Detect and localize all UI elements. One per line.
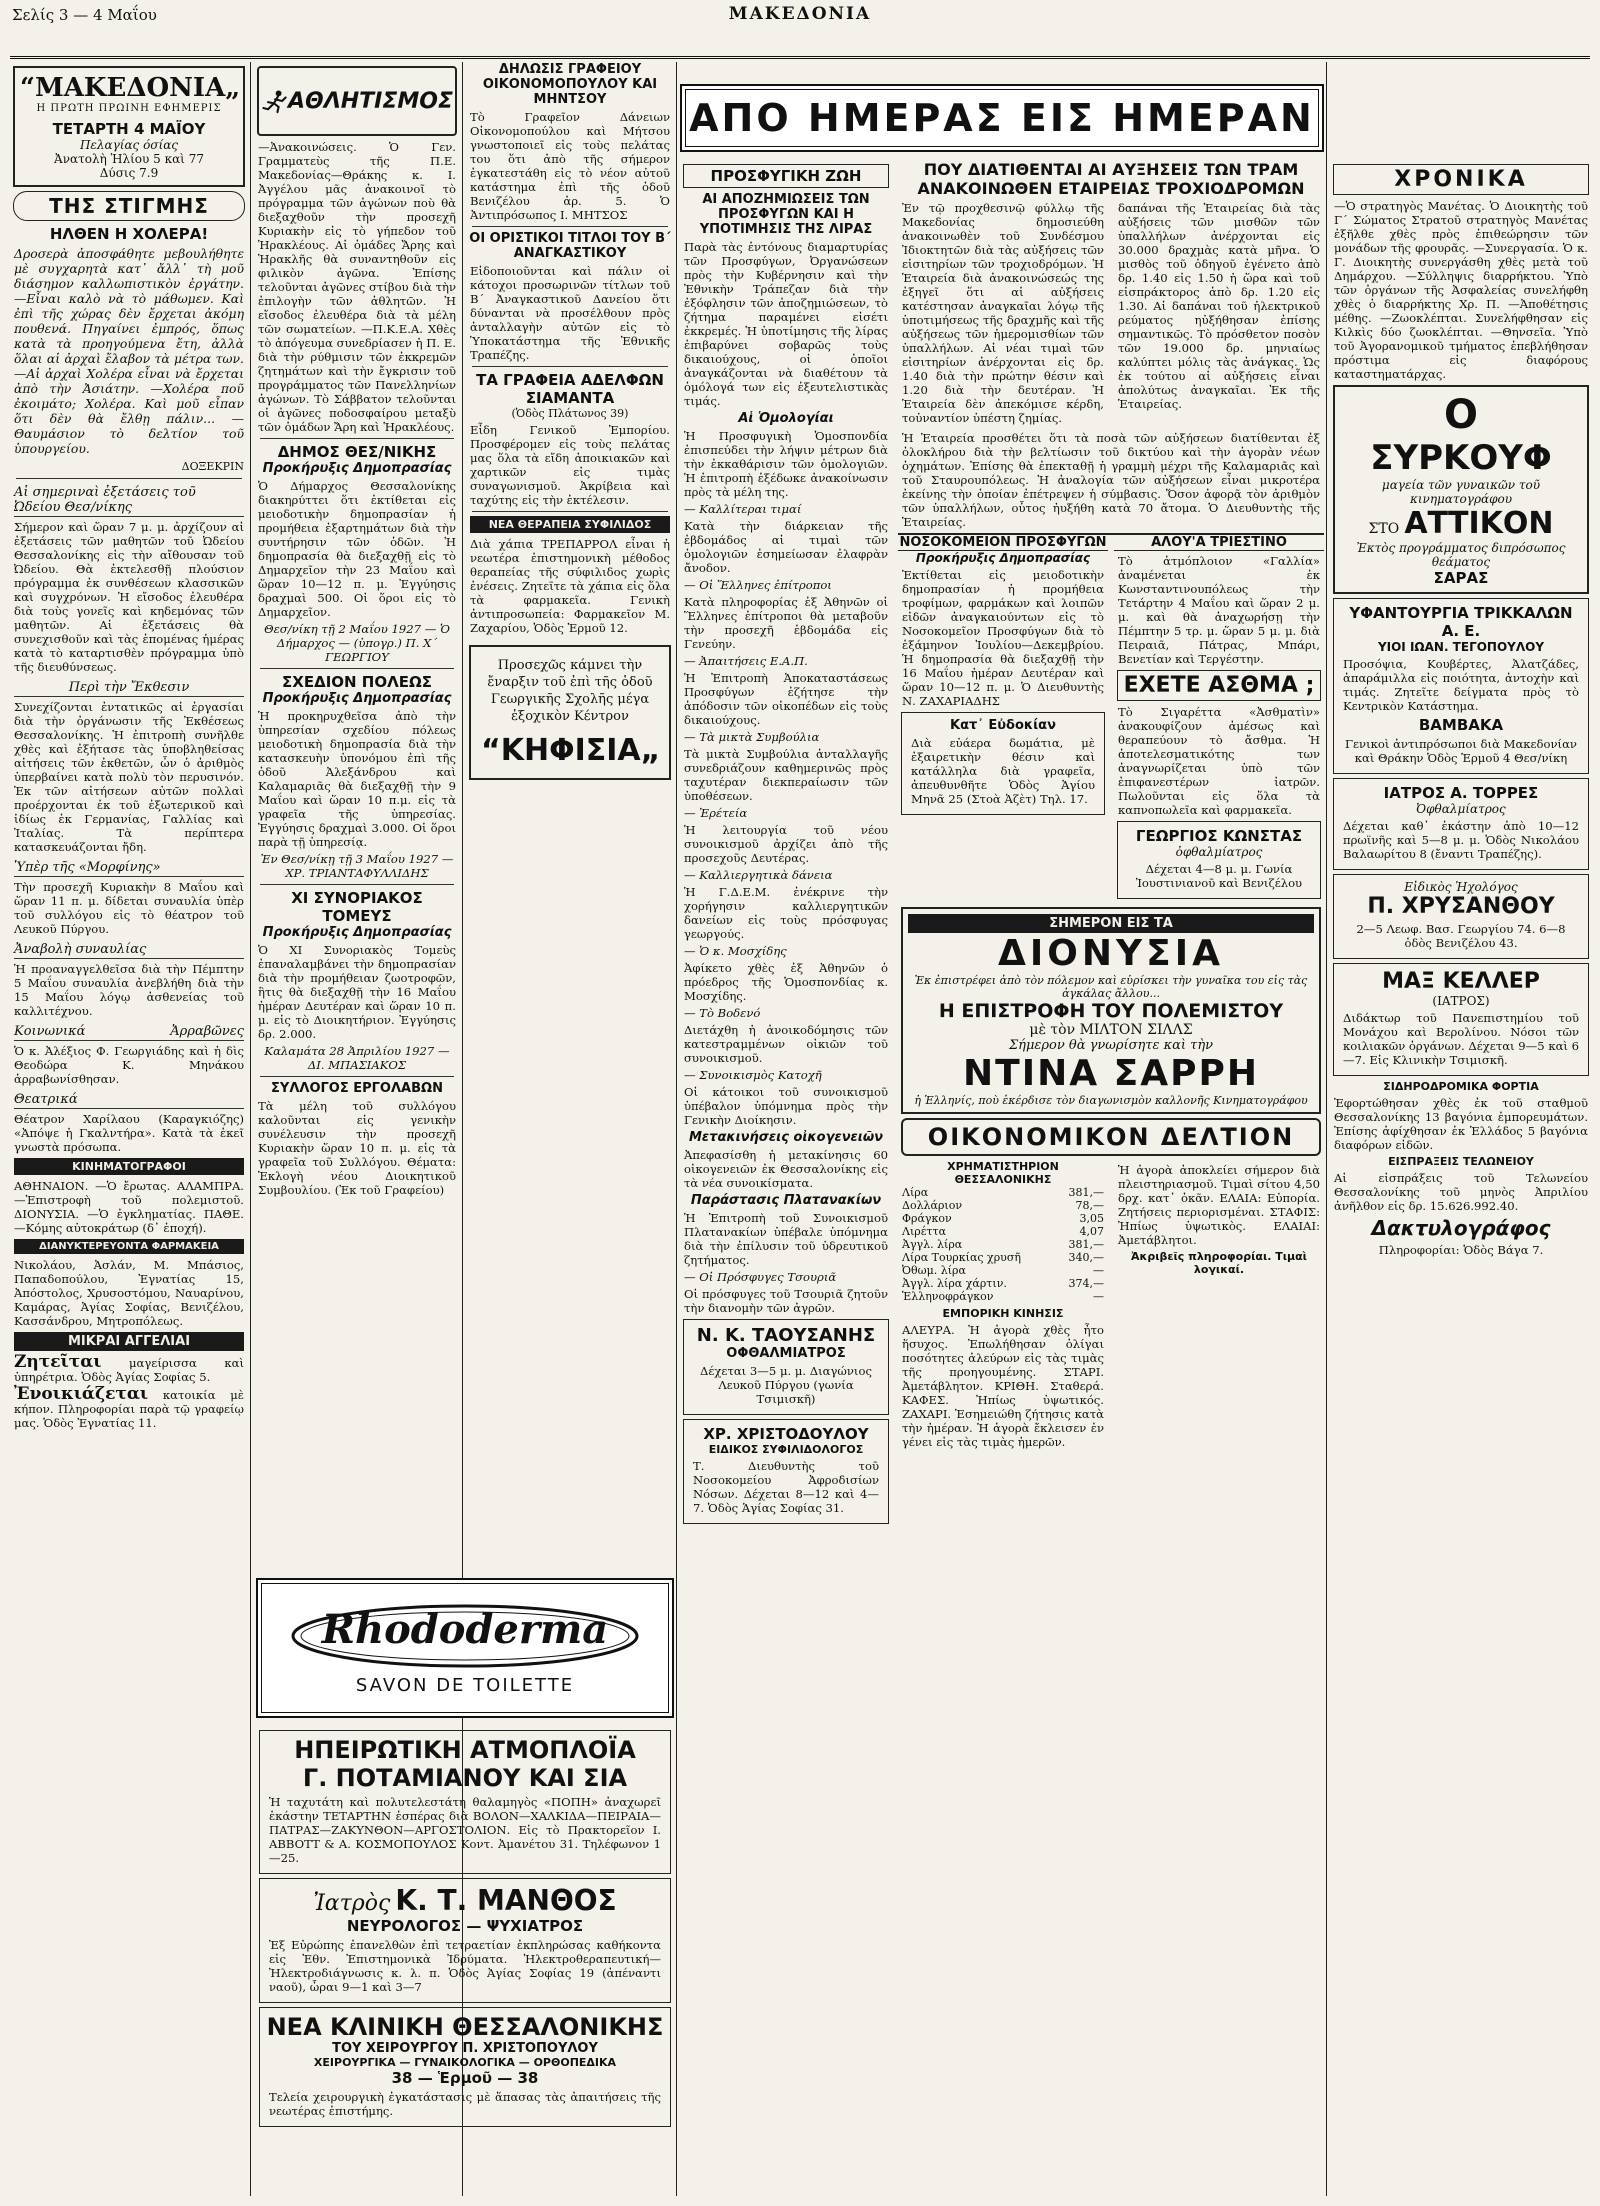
meeting-text: Ἡ προαναγγελθεῖσα διὰ τὴν Πέμπτην 5 Μαΐου συναυλία ἀνεβλήθη διὰ τὴν 15 Μαΐου λόγῳ ἀσθενείας τοῦ καλλιτέχνου. bbox=[14, 962, 244, 1018]
tram-text-b2: Ἡ Ἑταιρεία προσθέτει ὅτι τὰ ποσὰ τῶν αὐξήσεων διατίθενται ἐξ ὁλοκλήρου διὰ τὴν βελτίωσιν τοῦ δικτύου καὶ τὴν ἀγορὰν νέων ὀχημάτων. Ἐπίσης θὰ ἐπεκταθῇ ἡ γραμμὴ μέχρι τῆς Καλαμαριᾶς καὶ τοῦ Σταυρουπόλεως. Ἡ ἀναλογία τῶν αὐξήσεων εἶναι μικροτέρα ἐκείνης τὴν ὁποίαν ἐπέτρεψεν ἡ σύμβασις. Ὅσον ἀφορᾷ τὸν ἀριθμὸν τῶν ὑπαλλήλων, οὗτος ἠυξήθη κατὰ 70 ἄτομα. Ὁ Διευθυντὴς τῆς Ἑταιρείας. bbox=[902, 431, 1320, 529]
kata-box bbox=[901, 712, 1105, 815]
stigmis-subtitle: ΗΛΘΕΝ Η ΧΟΛΕΡΑ! bbox=[49, 225, 209, 243]
xrimat-row bbox=[902, 1290, 1104, 1303]
konstas-spec: ὀφθαλμίατρος bbox=[1175, 845, 1263, 859]
prosfyg-heading: ΠΡΟΣΦΥΓΙΚΗ ΖΩΗ bbox=[710, 167, 862, 185]
box-subtitle: Η ΠΡΩΤΗ ΠΡΩΙΝΗ ΕΦΗΜΕΡΙΣ bbox=[36, 103, 222, 114]
column-1 bbox=[10, 62, 248, 2196]
kifisia-name: “ΚΗΦΙΣΙΑ„ bbox=[481, 733, 661, 768]
aloua-heading: ΑΛΟΥ'Α ΤΡΙΕΣΤΙΝΟ bbox=[1114, 535, 1324, 551]
xrimat-value: 4,07 bbox=[1079, 1225, 1104, 1238]
tram-text-a: Ἐν τῷ προχθεσινῷ φύλλῳ τῆς Μακεδονίας δημοσιεύθη ἀνακοινωθὲν τοῦ Συνδέσμου Ἰδιοκτητῶν διὰ τὰς αὐξήσεις τῶν εἰσιτηρίων τῶν τροχιοδρόμων. Ἡ Ἑταιρεία διὰ ἀνακοινώσεώς της ἐξηγεῖ ὅτι αἱ αὐξήσεις κατέστησαν ἀναγκαῖαι λόγῳ τῆς ὑποτιμήσεως τῆς δραχμῆς καὶ τῆς αὐξήσεως τῶν ἡμερομισθίων τῶν ὑπαλλήλων. Αἱ νέαι τιμαὶ τῶν εἰσιτηρίων ἀνέρχονται εἰς δρ. 1.40 διὰ τὴν πρώτην θέσιν καὶ 1.20 διὰ τὴν δευτέραν. Ἡ Ἑταιρεία δὲν ἀπεκόμισε κέρδη, τοὐναντίον ὑπέστη ζημίας. bbox=[902, 201, 1104, 425]
asthma-box bbox=[1117, 670, 1321, 701]
box-saint: Πελαγίας όσίας bbox=[79, 138, 179, 152]
xrimat-value: 78,— bbox=[1075, 1199, 1104, 1212]
xrysanthou-ad bbox=[1333, 874, 1589, 959]
pharmacy-heading: ΔΙΑΝΥΚΤΕΡΕΥΟΝΤΑ ΦΑΡΜΑΚΕΙΑ bbox=[14, 1239, 244, 1254]
konstas-text: Δέχεται 4—8 μ. μ. Γωνία Ἰουστινιανοῦ καὶ Βενιζέλου bbox=[1135, 862, 1303, 890]
paper-name: ΜΑΚΕΔΟΝΙΑ bbox=[728, 4, 872, 24]
yfantourgia-agent: Γενικοὶ ἀντιπρόσωποι διὰ Μακεδονίαν καὶ Θράκην Ὁδὸς Ἑρμοῦ 4 Θεσ/νίκη bbox=[1345, 737, 1577, 765]
tram-heading: ΠΟΥ ΔΙΑΤΙΘΕΝΤΑΙ ΑΙ ΑΥΞΗΣΕΙΣ ΤΩΝ ΤΡΑΜ bbox=[923, 160, 1299, 179]
exhibition-heading: Περὶ τὴν Ἔκθεσιν bbox=[14, 680, 244, 697]
social-heading-row bbox=[14, 1024, 244, 1041]
xristodoulou-name: ΧΡ. ΧΡΙΣΤΟΔΟΥΛΟΥ bbox=[703, 1425, 869, 1443]
xrimat-label: Λίρα bbox=[902, 1186, 929, 1199]
grafeia-text: Εἶδη Γενικοῦ Ἐμπορίου. Προσφέρομεν εἰς τοὺς πελάτας μας ὅλα τὰ εἴδη ἀποικιακῶν καὶ χαρτικῶν εἰς τιμὰς συναγωνισμοῦ. Ἀκρίβεια καὶ ταχύτης εἰς τὴν ἐκτέλεσιν. bbox=[470, 423, 670, 507]
xronika-text: —Ὁ στρατηγὸς Μανέτας. Ὁ Διοικητὴς τοῦ Γ΄ Σώματος Στρατοῦ στρατηγὸς Μανέτας ἐξῆλθε χθὲς πρὸς ἐπιθεώρησιν τῶν μονάδων τῆς φρουρᾶς. —Συνεργασία. Ὁ κ. Γ. Διοικητὴς συνεργάσθη χθὲς μετὰ τοῦ Δημάρχου. —Σύλληψις διαρρήκτου. Ὑπὸ τῶν ὀργάνων τῆς Ἀσφαλείας συνελήφθη χθὲς ὁ διαρρήκτης Χρ. Π. —Ἀποθέτησις μέθης. —Ζωοκλέπται. Συνελήφθησαν εἰς Κιλκὶς δύο ζωοκλέπται. —Θηνσεῖα. Ὑπὸ τοῦ Ἀγορανομικοῦ τμήματος ἐπεβλήθησαν πρόστιμα εἰς διαφόρους καταστηματάρχας. bbox=[1334, 199, 1588, 381]
dionysia-line3: ἡ Ἑλληνίς, ποὺ ἐκέρδισε τὸν διαγωνισμὸν καλλονῆς Κινηματογράφου bbox=[914, 1094, 1308, 1107]
synoikismos-text: Οἱ κάτοικοι τοῦ συνοικισμοῦ ὑπέβαλον ὑπόμνημα πρὸς τὴν Γενικὴν Διοίκησιν. bbox=[684, 1085, 888, 1127]
ipeirotiki-sub: Γ. ΠΟΤΑΜΙΑΝΟΥ ΚΑΙ ΣΙΑ bbox=[302, 1764, 628, 1792]
ergolavon-text: Τὰ μέλη τοῦ συλλόγου καλοῦνται εἰς γενικὴν συνέλευσιν τὴν προσεχῆ Κυριακὴν ὥραν 10 π. μ. εἰς τὰ γραφεῖα τοῦ Συλλόγου. Θέματα: Ἐκλογὴ νέου Διοικητικοῦ Συμβουλίου. (Ἐκ τοῦ Γραφείου) bbox=[258, 1099, 456, 1197]
tsouria-text: Οἱ πρόσφυγες τοῦ Τσουριᾶ ζητοῦν τὴν διανομὴν τῶν ἀγρῶν. bbox=[684, 1287, 888, 1315]
manthos-spec: ΝΕΥΡΟΛΟΓΟΣ — ΨΥΧΙΑΤΡΟΣ bbox=[346, 1917, 584, 1935]
box-title: “ΜΑΚΕΔΟΝΙΑ„ bbox=[20, 73, 241, 103]
kallitera-heading: — Καλλίτεραι τιμαί bbox=[684, 502, 802, 516]
stigmis-title-box bbox=[13, 191, 245, 221]
torres-spec: Ὀφθαλμίατρος bbox=[1416, 802, 1506, 816]
keller-sub: (ΙΑΤΡΟΣ) bbox=[1432, 994, 1490, 1008]
xrimat-label: Ὀθωμ. λίρα bbox=[902, 1264, 966, 1277]
dionysia-line1: Ἐκ ἐπιστρέφει ἀπὸ τὸν πόλεμον καὶ εὑρίσκει τὴν γυναῖκα του εἰς τὰς ἀγκάλας ἄλλου... bbox=[914, 974, 1308, 1000]
column-7 bbox=[1330, 160, 1592, 2196]
klinki-heading: ΝΕΑ ΚΛΙΝΙΚΗ ΘΕΣΣΑΛΟΝΙΚΗΣ bbox=[266, 2013, 664, 2041]
manthos-title-row bbox=[265, 1884, 665, 1917]
athlitismos-banner bbox=[257, 66, 457, 136]
xrimat-row bbox=[902, 1225, 1104, 1238]
economic-banner bbox=[901, 1118, 1321, 1156]
torres-text: Δέχεται καθ᾽ ἑκάστην ἀπὸ 10—12 πρωϊνῆς καὶ 5—8 μ. μ. Ὁδὸς Νικολάου Βαλαωρίτου 8 (ἔναντι Τραπέζης). bbox=[1343, 819, 1579, 861]
platanakia-text: Ἡ Ἐπιτροπὴ τοῦ Συνοικισμοῦ Πλατανακίων ὑπέβαλε ὑπόμνημα διὰ τὴν ἐπίλυσιν τοῦ ὑδρευτικοῦ ζητήματος. bbox=[684, 1211, 888, 1267]
rhododerma-sub: SAVON DE TOILETTE bbox=[355, 1674, 575, 1696]
classified-2-text: κατοικία μὲ κήπον. Πληροφορίαι παρὰ τῷ γραφείῳ μας. Ὁδὸς Ἐγνατίας 11. bbox=[14, 1388, 244, 1430]
classified-1-word: Ζητεῖται bbox=[14, 1352, 102, 1372]
yfantourgia-text: Προσόψια, Κουβέρτες, Ἀλατζάδες, ἀπαράμιλλα εἰς ποιότητα, ἀντοχὴν καὶ τιμάς. Ζητεῖτε δείγματα πρὸς τὸ Κεντρικὸν Κατάστημα. bbox=[1343, 657, 1579, 713]
mid-ads-row bbox=[898, 533, 1324, 903]
athlitismos-title: ΑΘΛΗΤΙΣΜΟΣ bbox=[287, 88, 453, 114]
ergolavon-heading: ΣΥΛΛΟΓΟΣ ΕΡΓΟΛΑΒΩΝ bbox=[271, 1081, 443, 1096]
xrysanthou-name: Π. ΧΡΥΣΑΝΘΟΥ bbox=[1367, 894, 1555, 919]
vodeno-heading: — Τὸ Βοδενό bbox=[684, 1006, 761, 1020]
eretria-heading: — Ἐρέτεία bbox=[684, 806, 748, 820]
xrimat-row bbox=[902, 1212, 1104, 1225]
sidiro-text: Ἐφορτώθησαν χθὲς ἐκ τοῦ σταθμοῦ Θεσσαλονίκης 13 βαγόνια ἐμπορευμάτων. Ἐπίσης ἀφίχθησαν ἐκ Ἑλλάδος 5 βαγόνια διαφόρων εἰδῶν. bbox=[1334, 1096, 1588, 1152]
taousanis-spec: ΟΦΘΑΛΜΙΑΤΡΟΣ bbox=[726, 1346, 846, 1361]
dionysia-heading: ΣΗΜΕΡΟΝ ΕΙΣ ΤΑ bbox=[908, 914, 1314, 933]
keller-ad bbox=[1333, 963, 1589, 1076]
emporio-text: ΑΛΕΥΡΑ. Ἡ ἀγορὰ χθὲς ἦτο ἥσυχος. Ἐπωλήθησαν ὀλίγαι ποσότητες ἀλεύρων εἰς τὰς τιμὰς τῆς προηγουμένης. ΣΤΑΡΙ. Ἀμετάβλητον. ΚΡΙΘΗ. Σταθερά. ΚΑΦΕΣ. Ἠπίως ὑψωτικός. ΖΑΧΑΡΙ. Ἐσημειώθη ζήτησις κατὰ τὴν ἡμέραν. Ἡ ἀγορὰ ἔκλεισεν ἐν γένει εἰς τὰς τιμὰς ἡμερῶν. bbox=[902, 1323, 1104, 1449]
column-rule bbox=[676, 62, 677, 2196]
social-text: Ὁ κ. Ἀλέξιος Φ. Γεωργιάδης καὶ ἡ δὶς Θεοδώρα Κ. Μηνάκου ἀρραβωνίσθησαν. bbox=[14, 1044, 244, 1086]
asthma-text: Τὸ Σιγαρέττα «Ἀσθματὶν» ἀνακουφίζουν ἀμέσως καὶ θεραπεύουν τὸ ἄσθμα. Ἡ ἀποτελεσματικότης των ἀναγνωρίζεται ὑπὸ τῶν ἐπιφανεστέρων ἰατρῶν. Πωλοῦνται εἰς ὅλα τὰ καπνοπωλεῖα καὶ φαρμακεῖα. bbox=[1118, 705, 1320, 817]
dionysia-actress: ΝΤΙΝΑ ΣΑΡΡΗ bbox=[963, 1053, 1259, 1094]
sxedion-sub: Προκήρυξις Δημοπρασίας bbox=[262, 691, 452, 706]
synoriakos-sub: Προκήρυξις Δημοπρασίας bbox=[262, 925, 452, 940]
nosok-sub: Προκήρυξις Δημοπρασίας bbox=[915, 551, 1091, 565]
keller-name: ΜΑΞ ΚΕΛΛΕΡ bbox=[1382, 969, 1540, 994]
kifisia-box bbox=[469, 645, 671, 780]
daktylo-heading: Δακτυλογράφος bbox=[1371, 1216, 1551, 1240]
xrimat-row bbox=[902, 1186, 1104, 1199]
xrimat-value: 374,— bbox=[1068, 1277, 1104, 1290]
metakiniseis-heading: Μετακινήσεις οἰκογενειῶν bbox=[688, 1130, 884, 1145]
agora-text: Ἡ ἀγορὰ ἀποκλείει σήμερον διὰ πλειστηριασμοῦ. Τιμαὶ σίτου 4,50 δρχ. κατ᾽ ὀκᾶν. ΕΛΑΙΑ: Εὐπορία. Ζητήσεις περιορισμέναι. ΣΤΑΦΙΣ: Ἠπίως ὑψωτικὸς. ΕΛΑΙΑΙ: Ἀμετάβλητοι. bbox=[1118, 1163, 1320, 1247]
mid-left-ads bbox=[898, 535, 1108, 903]
yfantourgia-ad bbox=[1333, 598, 1589, 774]
pharmacy-text: Νικολάου, Ἀσλάν, Μ. Μπάσιος, Παπαδοπούλου, Ἐγνατίας 15, Ἀπόστολος, Χρυσοστόμου, Ναυαρίνου, Καμάρας, Ἀγίας Σοφίας, Βενιζέλου, Κασσάνδρου, Μητροπόλεως. bbox=[14, 1258, 244, 1328]
metakiniseis-text: Ἀπεφασίσθη ἡ μετακίνησις 60 οἰκογενειῶν ἐκ Θεσσαλονίκης εἰς τὰ νέα συνοικίσματα. bbox=[684, 1148, 888, 1190]
xrimat-value: — bbox=[1093, 1264, 1104, 1277]
eap-heading: — Ἀπαιτήσεις Ε.Α.Π. bbox=[684, 654, 808, 668]
xristodoulou-spec: ΕΙΔΙΚΟΣ ΣΥΦΙΛΙΔΟΛΟΓΟΣ bbox=[708, 1443, 864, 1456]
exhibition-text: Συνεχίζονται ἐντατικῶς αἱ ἐργασίαι διὰ τὴν ὀργάνωσιν τῆς Ἐκθέσεως Θεσσαλονίκης. Ἡ ἐπιτροπὴ συνῆλθε χθὲς καὶ ἐξήτασε τὰς ὑποβληθείσας αἰτήσεις τῶν ἐκθετῶν, ὧν ὁ ἀριθμὸς ὑπερβαίνει κατὰ πολὺ τὸν περυσινόν. Ἐκ τῶν αἰτήσεων αὐτῶν πολλαὶ προέρχονται ἐκ τοῦ ἐξωτερικοῦ καὶ ἰδίως ἐκ Γερμανίας, Γαλλίας καὶ Ἰταλίας. Τὰ περίπτερα κατασκευάζονται ἤδη. bbox=[14, 700, 244, 854]
yfantourgia-sub: ΥΙΟΙ ΙΩΑΝ. ΤΕΓΟΠΟΥΛΟΥ bbox=[1377, 640, 1545, 654]
taousanis-ad bbox=[683, 1319, 889, 1415]
asthma-heading: ΕΧΕΤΕ ΑΣΘΜΑ ; bbox=[1123, 673, 1315, 698]
syrkouf-line2: ΣΤΟ bbox=[1368, 521, 1400, 537]
syrkouf-line1: μαγεία τῶν γυναικῶν τοῦ κινηματογράφου bbox=[1381, 478, 1541, 506]
masthead bbox=[10, 4, 1590, 59]
meeting-heading: Ἀναβολὴ συναυλίας bbox=[14, 942, 244, 959]
keller-text: Διδάκτωρ τοῦ Πανεπιστημίου τοῦ Μονάχου καὶ Βερολίνου. Νόσοι τῶν κοιλιακῶν ὀργάνων. Δέχεται 9—5 καὶ 6—7. Εἰς Κλινικὴν Τσιμισκῆ. bbox=[1343, 1011, 1580, 1067]
prosfyg-sub: ΑΙ ΑΠΟΖΗΜΙΩΣΕΙΣ ΤΩΝ ΠΡΟΣΦΥΓΩΝ ΚΑΙ Η ΥΠΟΤΙΜΗΣΙΣ ΤΗΣ ΛΙΡΑΣ bbox=[699, 192, 873, 237]
tram-sub: ΑΝΑΚΟΙΝΩΘΕΝ ΕΤΑΙΡΕΙΑΣ ΤΡΟΧΙΟΔΡΟΜΩΝ bbox=[917, 179, 1305, 198]
vodeno-text: Διετάχθη ἡ ἀνοικοδόμησις τῶν κατεστραμμένων οἰκιῶν τοῦ συνοικισμοῦ. bbox=[684, 1023, 888, 1065]
tsouria-heading: — Οἱ Πρόσφυγες Τσουριᾶ bbox=[684, 1270, 837, 1284]
xrimat-table bbox=[898, 1186, 1108, 1303]
xrimat-label: Ἀγγλ. λίρα bbox=[902, 1238, 963, 1251]
sxedion-heading: ΣΧΕΔΙΟΝ ΠΟΛΕΩΣ bbox=[282, 673, 432, 691]
tram-text-b: δαπάναι τῆς Ἑταιρείας διὰ τὰς αὐξήσεις τῶν μισθῶν τῶν ὑπαλλήλων ἀνέρχονται εἰς 30.000 δραχμὰς κατὰ μῆνα. Ὁ μισθὸς τοῦ ὁδηγοῦ ἐγένετο ἀπὸ δρ. 1.40 εἰς 1.50 ἡ ὥρα καὶ τοῦ εἰσπράκτορος ἀπὸ δρ. 1.20 εἰς 1.30. Αἱ δαπάναι τοῦ ἠλεκτρικοῦ ρεύματος ηὐξήθησαν ἐπίσης σημαντικῶς. Τὸ πρόσθετον ποσὸν τῶν 19.000 δρ. μηνιαίως καλύπτει μόλις τὰς ἀνάγκας. Ὡς ἐκ τούτου αἱ αὐξήσεις εἶναι ἀπολύτως ἀναγκαῖαι. Ἐκ τῆς Ἑταιρείας. bbox=[1118, 201, 1320, 411]
xrimat-row bbox=[902, 1238, 1104, 1251]
synoriakos-sign: Καλαμάτα 28 Ἀπριλίου 1927 — ΔΙ. ΜΠΑΣΙΑΚΟΣ bbox=[264, 1044, 450, 1072]
grafeia-sub: (Ὁδὸς Πλάτωνος 39) bbox=[511, 407, 629, 420]
konstas-name: ΓΕΩΡΓΙΟΣ ΚΩΝΣΤΑΣ bbox=[1135, 827, 1303, 845]
telonia-heading: ΕΙΣΠΡΑΞΕΙΣ ΤΕΛΩΝΕΙΟΥ bbox=[1388, 1155, 1534, 1168]
manthos-ad bbox=[259, 1878, 671, 2003]
apo-imeras-banner bbox=[680, 84, 1324, 152]
omologia-text: Ἡ Προσφυγικὴ Ὁμοσπονδία ἐπισπεύδει τὴν λήψιν μέτρων διὰ τὴν ἐκκαθάρισιν τῶν ὁμολογιῶν. Ἡ ἐπιτροπὴ ἐξέδωκε ἀνακοίνωσιν πρὸς τὰ μέλη της. bbox=[684, 429, 888, 499]
kallitera-text: Κατὰ τὴν διάρκειαν τῆς ἑβδομάδος αἱ τιμαὶ τῶν ὁμολογιῶν ἐσημείωσαν ἐλαφρὰν ἄνοδον. bbox=[684, 519, 888, 575]
eretria-text: Ἡ λειτουργία τοῦ νέου συνοικισμοῦ ἀρχίζει ἀπὸ τῆς προσεχοῦς Δευτέρας. bbox=[684, 823, 888, 865]
dimos-text: Ὁ Δήμαρχος Θεσσαλονίκης διακηρύττει ὅτι ἐκτίθεται εἰς μειοδοτικὴν δημοπρασίαν ἡ προμήθεια ἐξαρτημάτων διὰ τὴν συντήρησιν τῶν ὁδῶν. Ἡ δημοπρασία θὰ διεξαχθῇ εἰς τὸ Δημαρχεῖον τὴν 23 Μαΐου καὶ ὥραν 10—12 π. μ. Ἐγγύησις δραχμαὶ 500. Οἱ ὅροι εἰς τὸ Δημαρχεῖον. bbox=[258, 479, 456, 619]
dionysia-ad bbox=[901, 907, 1321, 1114]
concerts-heading: Αἱ σημεριναὶ ἐξετάσεις τοῦ Ὠδείου Θεσ/νίκης bbox=[14, 485, 244, 517]
syrkouf-line3: Ἐκτὸς προγράμματος διπρόσωπος θεάματος bbox=[1356, 541, 1566, 569]
dilosis-text: Τὸ Γραφεῖον Δάνειων Οἰκονομοπούλου καὶ Μήτσου γνωστοποιεῖ εἰς τοὺς πελάτας του ὅτι ἀπὸ τῆς σήμερον ἐγκατεστάθη εἰς τὸ νέον αὐτοῦ κατάστημα ἐπὶ τῆς ὁδοῦ Βενιζέλου ἀρ. 5. Ὁ Ἀντιπρόσωπος Ι. ΜΗΤΣΟΣ bbox=[470, 110, 670, 222]
economic-body bbox=[898, 1160, 1324, 1452]
dionysia-film: Η ΕΠΙΣΤΡΟΦΗ ΤΟΥ ΠΟΛΕΜΙΣΤΟΥ bbox=[938, 1000, 1284, 1022]
kifisia-line: Προσεχῶς κάμνει τὴν ἔναρξιν τοῦ ἐπὶ τῆς ὁδοῦ Γεωργικῆς Σχολῆς μέγα ἐξοχικὸν Κέντρον bbox=[487, 658, 653, 724]
konstas-ad bbox=[1117, 821, 1321, 899]
klinki-sub: ΤΟΥ ΧΕΙΡΟΥΡΓΟΥ Π. ΧΡΙΣΤΟΠΟΥΛΟΥ bbox=[332, 2041, 598, 2056]
box-date: ΤΕΤΑΡΤΗ 4 ΜΑΪΟΥ bbox=[52, 120, 206, 138]
xrimat-label: Ἀγγλ. λίρα χάρτιν. bbox=[902, 1277, 1007, 1290]
ipeirotiki-ad bbox=[259, 1730, 671, 1874]
column-3 bbox=[466, 62, 674, 1576]
farmakeio-heading: ΝΕΑ ΘΕΡΑΠΕΙΑ ΣΥΦΙΛΙΔΟΣ bbox=[470, 516, 670, 533]
column-rule bbox=[250, 62, 251, 2196]
synoikismos-heading: — Συνοικισμὸς Κατοχῆ bbox=[684, 1068, 822, 1082]
social-heading: Κοινωνικά bbox=[14, 1024, 86, 1039]
yfantourgia-wool: ΒΑΜΒΑΚΑ bbox=[1418, 716, 1504, 734]
column-2 bbox=[254, 62, 460, 1816]
banner-title: ΑΠΟ ΗΜΕΡΑΣ ΕΙΣ ΗΜΕΡΑΝ bbox=[689, 96, 1315, 140]
xristodoulou-ad bbox=[683, 1419, 889, 1524]
mid-right-ads bbox=[1114, 535, 1324, 903]
emporio-heading: ΕΜΠΟΡΙΚΗ ΚΙΝΗΣΙΣ bbox=[942, 1307, 1064, 1320]
xrimat-row bbox=[902, 1277, 1104, 1290]
xrimat-label: Ἑλληνοφράγκον bbox=[902, 1290, 994, 1303]
syrkouf-venue: ΑΤΤΙΚΟΝ bbox=[1404, 506, 1554, 541]
omologia-heading: Αἱ Ὁμολογίαι bbox=[738, 411, 834, 426]
xrimat-heading: ΧΡΗΜΑΤΙΣΤΗΡΙΟΝ ΘΕΣΣΑΛΟΝΙΚΗΣ bbox=[947, 1160, 1059, 1186]
grafeia-heading: ΤΑ ΓΡΑΦΕΙΑ ΑΔΕΛΦΩΝ ΣΙΑΜΑΝΤΑ bbox=[476, 371, 664, 407]
ellines-text: Κατὰ πληροφορίας ἐξ Ἀθηνῶν οἱ Ἕλληνες ἐπίτροποι θὰ μεταβοῦν τὴν προσεχῆ ἑβδομάδα εἰς Γενεύην. bbox=[684, 595, 888, 651]
manthos-text: Ἐξ Εὐρώπης ἐπανελθὼν ἐπὶ τετραετίαν ἐκπληρώσας καθήκοντα εἰς Ἐθν. Ἐπιστημονικὰ Ἰδρύματα. Ἠλεκτροθεραπευτική—Ἠλεκτροδιάγνωσις κ. λ. π. Ὁδὸς Ἀγίας Σοφίας 19 (ἀπέναντι ναοῦ), ὧραι 9—1 καὶ 3—7 bbox=[269, 1938, 661, 1994]
xrimat-row bbox=[902, 1199, 1104, 1212]
kata-heading: Κατ᾽ Εὐδοκίαν bbox=[950, 718, 1056, 733]
oristikoi-heading: ΟΙ ΟΡΙΣΤΙΚΟΙ ΤΙΤΛΟΙ ΤΟΥ Β΄ ΑΝΑΓΚΑΣΤΙΚΟΥ bbox=[469, 231, 671, 261]
rhododerma-brand: Rhododerma bbox=[321, 1606, 609, 1653]
morfini-text: Τὴν προσεχῆ Κυριακὴν 8 Μαΐου καὶ ὥραν 11 π. μ. δίδεται συναυλία ὑπὲρ τοῦ συλλόγου εἰς τὸ θέατρον τοῦ Λευκοῦ Πύργου. bbox=[14, 880, 244, 936]
dimos-sign: Θεσ/νίκη τῇ 2 Μαΐου 1927 — Ὁ Δήμαρχος — (ὑπογρ.) Π. Χ΄ ΓΕΩΡΓΙΟΥ bbox=[264, 622, 450, 664]
xrimat-value: 340,— bbox=[1068, 1251, 1104, 1264]
ellines-heading: — Οἱ Ἕλληνες ἐπίτροποι bbox=[684, 578, 832, 592]
box-sun: Ἀνατολὴ Ἡλίου 5 καὶ 77 bbox=[54, 152, 204, 166]
tram-body bbox=[898, 198, 1324, 428]
kata-text: Διὰ εὐάερα δωμάτια, μὲ ἐξαιρετικὴν θέσιν καὶ κατάλληλα διὰ γραφεῖα, ἀπευθυνθῆτε Ὁδὸς Ἁγίου Μηνᾶ 25 (Στοὰ Ἀζὲτ) Τηλ. 17. bbox=[911, 736, 1095, 806]
mosxidis-text: Ἀφίκετο χθὲς ἐξ Ἀθηνῶν ὁ πρόεδρος τῆς Ὁμοσπονδίας κ. Μοσχίδης. bbox=[684, 961, 888, 1003]
syrkouf-end: ΣΑΡΑΣ bbox=[1433, 569, 1489, 587]
cinema-heading: ΚΙΝΗΜΑΤΟΓΡΑΦΟΙ bbox=[14, 1158, 244, 1175]
syrkouf-ad bbox=[1333, 385, 1589, 594]
daneia-heading: — Καλλιεργητικὰ δάνεια bbox=[684, 868, 833, 882]
klinki-ad bbox=[259, 2007, 671, 2127]
column-4 bbox=[680, 160, 892, 2196]
syrkouf-name: ΣΥΡΚΟΥΦ bbox=[1370, 438, 1552, 478]
sxedion-text: Ἡ προκηρυχθεῖσα ἀπὸ τὴν ὑπηρεσίαν σχεδίου πόλεως μειοδοτικὴ δημοπρασία διὰ τὴν κατασκευὴν ὑπονόμου ἐπὶ τῆς ὁδοῦ Ἀλεξάνδρου καὶ Καλαμαριᾶς θὰ διεξαχθῇ τὴν 9 Μαΐου καὶ ὥραν 10 π.μ. εἰς τὰ γραφεῖα τῆς ὑπηρεσίας. Ἐγγύησις δραχμαὶ 3.000. Οἱ ὅροι παρὰ τῇ ὑπηρεσίᾳ. bbox=[258, 709, 456, 849]
morfini-heading: Ὑπὲρ τῆς «Μορφίνης» bbox=[14, 860, 244, 877]
ipeirotiki-heading: ΗΠΕΙΡΩΤΙΚΗ ΑΤΜΟΠΛΟΪΑ bbox=[294, 1736, 636, 1764]
torres-name: ΙΑΤΡΟΣ Α. ΤΟΡΡΕΣ bbox=[1383, 784, 1539, 802]
dilosis-heading: ΔΗΛΩΣΙΣ ΓΡΑΦΕΙΟΥ ΟΙΚΟΝΟΜΟΠΟΥΛΟΥ ΚΑΙ ΜΗΝΤΣΟΥ bbox=[482, 62, 658, 107]
yfantourgia-heading: ΥΦΑΝΤΟΥΡΓΙΑ ΤΡΙΚΚΑΛΩΝ Α. Ε. bbox=[1349, 604, 1573, 640]
daneia-text: Ἡ Γ.Δ.Ε.Μ. ἐνέκρινε τὴν χορήγησιν καλλιεργητικῶν δανείων εἰς τοὺς πρόσφυγας γεωργούς. bbox=[684, 885, 888, 941]
torres-ad bbox=[1333, 778, 1589, 870]
klinki-text: Τελεία χειρουργικὴ ἐγκατάστασις μὲ ἅπασας τὰς ἀπαιτήσεις τῆς νεωτέρας ἐπιστήμης. bbox=[269, 2090, 661, 2118]
oristikoi-text: Εἰδοποιοῦνται καὶ πάλιν οἱ κάτοχοι προσωρινῶν τίτλων τοῦ Β΄ Ἀναγκαστικοῦ Δανείου ὅτι δύνανται νὰ προσέλθουν πρὸς ἀνταλλαγὴν αὐτῶν εἰς τὸ Ὑποκατάστημα τῆς Ἐθνικῆς Τραπέζης. bbox=[470, 264, 670, 362]
aloua-text: Τὸ ἀτμόπλοιον «Γαλλία» ἀναμένεται ἐκ Κωνσταντινουπόλεως τὴν Τετάρτην 4 Μαΐου καὶ ὥραν 2 μ. μ. καὶ θὰ ἀναχωρήσῃ τὴν Πέμπτην 5 τρ. μ. ὥραν 5 μ. μ. διὰ Πειραιᾶ, Πάτρας, Μπάρι, Βενετίαν καὶ Τεργέστην. bbox=[1118, 554, 1320, 666]
xrysanthou-text: 2—5 Λεωφ. Βασ. Γεωργίου 74. 6—8 ὁδὸς Βενιζέλου 43. bbox=[1356, 922, 1566, 950]
box-sunset: Δύσις 7.9 bbox=[99, 166, 159, 180]
prosfyg-text: Παρὰ τὰς ἐντόνους διαμαρτυρίας τῶν Προσφύγων, Ὀργανώσεων πρὸς τὴν Κυβέρνησιν καὶ τὴν Ἐθνικὴν Τράπεζαν διὰ τὴν ἐξόφλησιν τῶν ἀποζημιώσεων, τὸ ζήτημα παραμένει εἰσέτι ἐκκρεμές. Ἡ ὑποτίμησις τῆς λίρας ἐπιβαρύνει σοβαρῶς τοὺς δικαιούχους, οἱ ὁποῖοι ἀναγκάζονται νὰ διαθέτουν τὰ ὁμόλογά των εἰς ἐξευτελιστικὰς τιμάς. bbox=[684, 240, 888, 408]
taousanis-text: Δέχεται 3—5 μ. μ. Διαγώνιος Λευκοῦ Πύργου (γωνία Τσιμισκῆ) bbox=[700, 1364, 872, 1406]
bottom-ads bbox=[256, 1726, 674, 2196]
dimos-heading: ΔΗΜΟΣ ΘΕΣ/ΝΙΚΗΣ bbox=[277, 443, 437, 461]
xrimat-label: Δολλάριον bbox=[902, 1199, 963, 1212]
dimos-sub: Προκήρυξις Δημοπρασίας bbox=[262, 461, 452, 476]
concerts-text: Σήμερον καὶ ὥραν 7 μ. μ. ἀρχίζουν αἱ ἐξετάσεις τῶν μαθητῶν τοῦ Ὠδείου Θεσσαλονίκης εἰς τὴν αἴθουσαν τοῦ Ὠδείου. Θὰ ἐκτελεσθῇ πλούσιον πρόγραμμα ἐκ συνθέσεων κλασσικῶν καὶ συγχρόνων. Ἡ εἴσοδος ἐλευθέρα διὰ τοὺς γονεῖς καὶ κηδεμόνας τῶν μαθητῶν. Αἱ ἐξετάσεις θὰ συνεχισθοῦν καὶ τὰς ἑπομένας ἡμέρας κατὰ τὸ καταρτισθὲν πρόγραμμα ὑπὸ τῆς διευθύνσεως. bbox=[14, 520, 244, 674]
classified-1 bbox=[14, 1352, 244, 1384]
xrimat-value: — bbox=[1093, 1290, 1104, 1303]
xrimat-label: Φράγκον bbox=[902, 1212, 952, 1225]
xrimat-value: 381,— bbox=[1068, 1186, 1104, 1199]
cinema-text: ΑΘΗΝΑΙΟΝ. —Ὁ ἔρωτας. ΑΛΑΜΠΡΑ. —Ἐπιστροφὴ τοῦ πολεμιστοῦ. ΔΙΟΝΥΣΙΑ. —Ὁ ἐγκληματίας. ΠΑΘΕ. —Κόμης αὐτοκράτωρ (δ᾽ ἐποχή). bbox=[14, 1179, 244, 1235]
sxedion-sign: Ἐν Θεσ/νίκῃ τῇ 3 Μαΐου 1927 — ΧΡ. ΤΡΙΑΝΤΑΦΥΛΛΙΔΗΣ bbox=[260, 852, 454, 880]
agora-section bbox=[1114, 1160, 1324, 1452]
classified-2 bbox=[14, 1384, 244, 1430]
theatre-text: Θέατρον Χαρίλαου (Καραγκιόζης) «Ἀπόψε ἡ Γκαλντήρα». Κατὰ τὰ ἐκεῖ γνωστὰ πρόσωπα. bbox=[14, 1112, 244, 1154]
eap-text: Ἡ Ἐπιτροπὴ Ἀποκαταστάσεως Προσφύγων ἐζήτησε τὴν ἀπόδοσιν τῶν οἰκοπέδων εἰς τοὺς δικαιούχους. bbox=[684, 671, 888, 727]
stigmis-sign: ΔΟΞΕΚΡΙΝ bbox=[181, 460, 244, 473]
column-5 bbox=[898, 160, 1324, 2196]
synoriakos-text: Ὁ ΧΙ Συνοριακὸς Τομεὺς ἐπαναλαμβάνει τὴν δημοπρασίαν διὰ τὴν προμήθειαν ζωοτροφῶν, ἣτις θὰ διεξαχθῇ τὴν 16 Μαΐου ἡμέραν Δευτέραν καὶ ὥραν 10 π. μ. εἰς τὸ Διοικητήριον. Ἐγγύησις δρ. 2.000. bbox=[258, 943, 456, 1041]
dionysia-line2: Σήμερον θὰ γνωρίσητε καὶ τὴν bbox=[1008, 1038, 1214, 1053]
mixta-text: Τὰ μικτὰ Συμβούλια ἀνταλλαγῆς συνεδριάζουν καθημερινῶς πρὸς ταχυτέραν διεκπεραίωσιν τῶν ὑποθέσεων. bbox=[684, 747, 888, 803]
page-date: Σελίς 3 — 4 Μαΐου bbox=[12, 6, 157, 24]
dionysia-name: ΔΙΟΝΥΣΙΑ bbox=[998, 933, 1224, 974]
xrimat-section bbox=[898, 1160, 1108, 1452]
xrimat-label: Λίρα Τουρκίας χρυσῆ bbox=[902, 1251, 1021, 1264]
syrkouf-o: Ο bbox=[1443, 392, 1478, 438]
manthos-name: Κ. Τ. ΜΑΝΘΟΣ bbox=[395, 1884, 617, 1917]
xrysanthou-title: Εἰδικὸς Ἠχολόγος bbox=[1404, 880, 1518, 894]
xrimat-row bbox=[902, 1264, 1104, 1277]
xrimat-label: Λιρέττα bbox=[902, 1225, 947, 1238]
xrimat-value: 3,05 bbox=[1079, 1212, 1104, 1225]
klinki-addr: 38 — Ἑρμοῦ — 38 bbox=[391, 2069, 539, 2087]
classified-heading: ΜΙΚΡΑΙ ΑΓΓΕΛΙΑΙ bbox=[14, 1332, 244, 1351]
theatre-heading: Θεατρικά bbox=[14, 1092, 244, 1109]
klinki-spec: ΧΕΙΡΟΥΡΓΙΚΑ — ΓΥΝΑΙΚΟΛΟΓΙΚΑ — ΟΡΘΟΠΕΔΙΚΑ bbox=[313, 2056, 617, 2069]
telonia-text: Αἱ εἰσπράξεις τοῦ Τελωνείου Θεσσαλονίκης τοῦ μηνὸς Ἀπριλίου ἀνῆλθον εἰς δρ. 15.626.992.40. bbox=[1334, 1171, 1588, 1213]
classified-2-word: Ἐνοικιάζεται bbox=[14, 1384, 149, 1404]
classified-1-text: μαγείρισσα καὶ ὑπηρέτρια. Ὁδὸς Ἀγίας Σοφίας 5. bbox=[14, 1356, 244, 1384]
sidiro-heading: ΣΙΔΗΡΟΔΡΟΜΙΚΑ ΦΟΡΤΙΑ bbox=[1383, 1080, 1539, 1093]
dionysia-actor: μὲ τὸν ΜΙΛΤΟΝ ΣΙΛΛΣ bbox=[1029, 1022, 1193, 1038]
platanakia-heading: Παράστασις Πλατανακίων bbox=[690, 1193, 882, 1208]
nosok-heading: ΝΟΣΟΚΟΜΕΙΟΝ ΠΡΟΣΦΥΓΩΝ bbox=[899, 535, 1107, 550]
social-sub: Ἀρραβῶνες bbox=[170, 1024, 244, 1039]
xrysanthou-contd: Ἀκριβεῖς πληροφορίαι. Τιμαὶ λογικαί. bbox=[1131, 1250, 1307, 1276]
prosfyg-heading-box bbox=[683, 164, 889, 188]
farmakeio-text: Διὰ χάπια ΤΡΕΠΑΡΡΟΛ εἶναι ἡ νεωτέρα ἐπιστημονικὴ μέθοδος θεραπείας τῆς σύφιλιδος χωρὶς ἐνέσεις. Ζητεῖτε τὰ χάπια εἰς ὅλα τὰ φαρμακεῖα. Γενικὴ ἀντιπροσωπεία: Φαρμακεῖον Μ. Ζαχαρίου, Ὁδὸς Ἑρμοῦ 12. bbox=[470, 537, 670, 635]
mixta-heading: — Τὰ μικτὰ Συμβούλια bbox=[684, 730, 820, 744]
ipeirotiki-text: Ἡ ταχυτάτη καὶ πολυτελεστάτη θαλαμηγὸς «ΠΟΠΗ» ἀναχωρεῖ ἑκάστην ΤΕΤΑΡΤΗΝ ἑσπέρας διὰ ΒΟΛΟΝ—ΧΑΛΚΙΔΑ—ΠΕΙΡΑΙΑ—ΠΑΤΡΑΣ—ΖΑΚΥΝΘΟΝ—ΑΡΓΟΣΤΟΛΙΟΝ. Εἰς τὸ Πρακτορεῖον Ι. ABBOTT & Α. ΚΟΣΜΟΠΟΥΛΟΣ Κοντ. Ἀμανέτου 31. Τηλέφωνον 1—25. bbox=[269, 1795, 661, 1865]
mosxidis-heading: — Ὁ κ. Μοσχίδης bbox=[684, 944, 787, 958]
nosok-text: Ἐκτίθεται εἰς μειοδοτικὴν δημοπρασίαν ἡ προμήθεια τροφίμων, φαρμάκων καὶ λοιπῶν εἰδῶν ἀναγκαιούντων εἰς τὸ Νοσοκομεῖον Προσφύγων διὰ τὸ ἑξάμηνον Ἰουλίου—Δεκεμβρίου. Ἡ δημοπρασία θὰ διεξαχθῇ τὴν 16 Μαΐου ἡμέραν Δευτέραν καὶ ὥραν 10—12 π. μ. Ὁ Διευθυντὴς Ν. ΖΑΧΑΡΙΑΔΗΣ bbox=[902, 568, 1104, 708]
daktylo-text: Πληροφορίαι: Ὁδὸς Βάγα 7. bbox=[1378, 1243, 1544, 1257]
stigmis-title: ΤΗΣ ΣΤΙΓΜΗΣ bbox=[49, 194, 209, 218]
athlitismos-text: —Ἀνακοινώσεις. Ὁ Γεν. Γραμματεὺς τῆς Π.Ε. Μακεδονίας—Θράκης κ. Ι. Ἀγγέλου μᾶς ἀνακοινοῖ τὸ πρόγραμμα τῶν ἀγώνων ποὺ θὰ διεξαχθοῦν τὴν προσεχῆ Κυριακὴν εἰς τὸ γήπεδον τοῦ Ἡρακλέους. Αἱ ὁμάδες Ἄρης καὶ Ἡρακλῆς θὰ συναντηθοῦν εἰς φιλικὸν ἀγῶνα. Ἐπίσης τελοῦνται ἀγῶνες στίβου διὰ τὴν ἐπιλογὴν τῶν ἀθλητῶν. Ἡ εἴσοδος ἐλευθέρα διὰ τὰ μέλη τῶν σωματείων. —Π.Κ.Ε.Α. Χθὲς τὸ ἀπόγευμα συνεδρίασεν ἡ Π. Ε. διὰ τὴν ρύθμισιν τῶν ἐκκρεμῶν ζητημάτων καὶ τὴν ἔγκρισιν τοῦ προγράμματος τῶν Πανελληνίων ἀγώνων. Τὸ Σάββατον τελοῦνται οἱ ἀγῶνες ποδοσφαίρου μεταξὺ τῶν ὁμάδων Ἄρη καὶ Ἡρακλέους. bbox=[258, 140, 456, 434]
rhododerma-ad bbox=[256, 1578, 674, 1718]
xrimat-row bbox=[902, 1251, 1104, 1264]
synoriakos-heading: ΧΙ ΣΥΝΟΡΙΑΚΟΣ ΤΟΜΕΥΣ bbox=[291, 889, 423, 925]
xrimat-value: 381,— bbox=[1068, 1238, 1104, 1251]
stigmis-text: Δροσερὰ ἀποσφάθητε μεβουλήθητε μὲ συγχαρητὰ κατ᾽ ἄλλ᾽ τὴ μοῦ διάσημον καλλωπιστικὸν ἐργάτην. —Εἶναι καλὸ νὰ τὸ μάθωμεν. Καὶ ἐπὶ τῆς χώρας δὲν ἔρχεται ἀκόμη πουθενά. Πηγαίνει ἐμπρός, ὅπως κατὰ τὰ προηγούμενα ἔτη, ἀλλὰ ὅλαι αἱ ἀρχαὶ ἔλαβον τὰ μέτρα των. —Αἱ ἀρχαὶ Χολέρα εἶναι νὰ ἔρχεται ἀπὸ τὴν Ἀσιάτην. —Χολέρα ποῦ ἐκοιμάτο; Χολέρα. Καὶ μοῦ εἶπαν ὅτι δὲν θὰ ἔλθῃ πάλιν... —Θαυμάσιον τὸ δελτίον τοῦ ὑπουργείου. bbox=[14, 246, 244, 456]
date-box bbox=[13, 66, 245, 187]
xristodoulou-text: Τ. Διευθυντὴς τοῦ Νοσοκομείου Ἀφροδισίων Νόσων. Δέχεται 8—12 καὶ 4—7. Ὁδὸς Ἁγίας Σοφίας 31. bbox=[693, 1459, 879, 1515]
taousanis-name: Ν. Κ. ΤΑΟΥΣΑΝΗΣ bbox=[696, 1325, 876, 1346]
manthos-prefix: Ἰατρὸς bbox=[313, 1891, 391, 1916]
xronika-heading-box bbox=[1333, 164, 1589, 195]
economic-heading: ΟΙΚΟΝΟΜΙΚΟΝ ΔΕΛΤΙΟΝ bbox=[927, 1123, 1295, 1151]
runner-icon bbox=[261, 81, 288, 121]
column-rule bbox=[1326, 62, 1327, 2196]
xronika-heading: ΧΡΟΝΙΚΑ bbox=[1394, 167, 1528, 192]
